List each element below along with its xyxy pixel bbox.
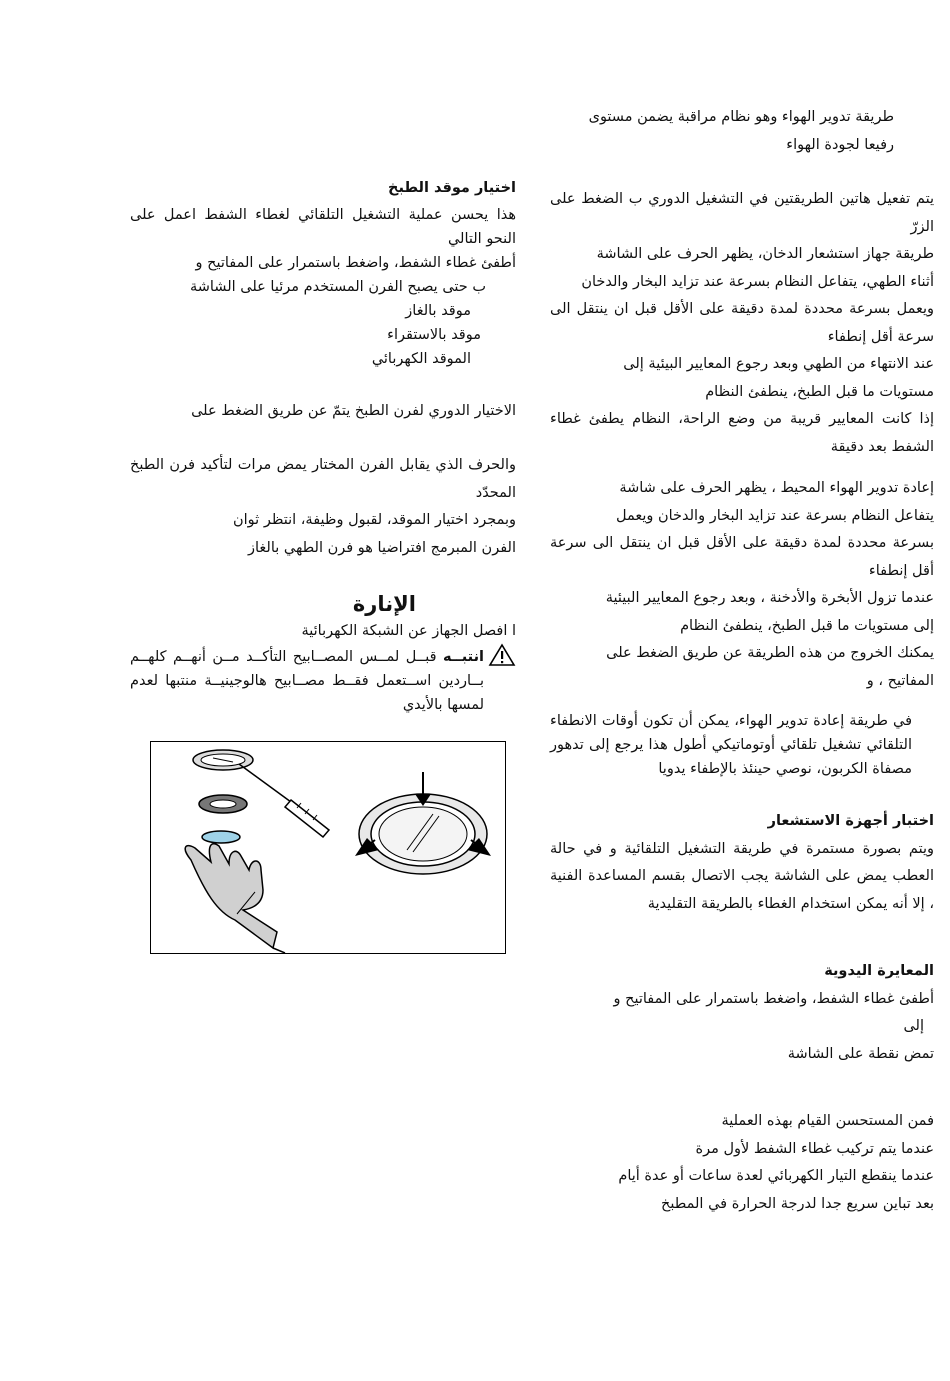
recirc-note: في طريقة إعادة تدوير الهواء، يمكن أن تكون أوقات الانطفاء التلقائي تشغيل تلقائي أوتوماتيكي أطول هذا يرجع إلى تدهور مصفاة الكربون، نوصي حينئذ بالإطفاء يدويا [550,713,912,777]
periodic-selection: الاختيار الدوري لفرن الطبخ يتمّ عن طريق الضغط على [191,402,516,419]
intro-line: رفيعا لجودة الهواء [786,136,894,153]
manual-line: إلى [903,1018,924,1034]
warning-triangle-icon [488,643,516,667]
lamp-replacement-illustration [150,741,506,954]
intro-paragraph [550,104,934,159]
screwdriver-icon [239,764,329,837]
manual-line: تمض نقطة على الشاشة [787,1045,934,1062]
sensors-title: اختبار أجهزة الاستشعار [767,813,934,829]
warning-label: انتبــه [443,649,484,665]
recirc-line: يتفاعل النظام بسرعة عند تزايد البخار والدخان ويعمل [615,507,934,524]
smoke-line: إذا كانت المعايير قريبة من وضع الراحة، النظام يطفئ غطاء الشفط بعد دقيقة [550,411,934,455]
smoke-line: طريقة جهاز استشعار الدخان، يظهر الحرف على الشاشة [596,246,934,262]
confirm-line: والحرف الذي يقابل الفرن المختار يمض مرات لتأكيد فرن الطبخ المحدّد [130,457,516,501]
recommend-line: عندما ينقطع التيار الكهربائي لعدة ساعات أو عدة أيام [618,1168,934,1184]
right-column [550,104,934,1218]
recirc-line: يمكنك الخروج من هذه الطريقة عن طريق الضغط على [606,645,934,661]
confirm-line: الفرن المبرمج افتراضيا هو فرن الطهي بالغاز [247,539,516,556]
hob-option: موقد بالغاز [405,302,471,319]
smoke-line: مستويات ما قبل الطبخ، ينطفئ النظام [705,383,934,400]
smoke-line: عند الانتهاء من الطهي وبعد رجوع المعايير البيئية إلى [623,356,934,372]
warning-text [130,645,484,717]
recirc-line: إعادة تدوير الهواء المحيط ، يظهر الحرف على شاشة [619,480,934,496]
hob-intro: هذا يحسن عملية التشغيل التلقائي لغطاء الشفط اعمل على النحو التالي [130,206,516,247]
hob-step: ب حتى يصبح الفرن المستخدم مرئيا على الشاشة [189,278,486,295]
manual-title: المعايرة اليدوية [824,963,934,979]
glove-hand-icon [185,844,285,953]
recirc-line: عندما تزول الأبخرة والأدخنة ، وبعد رجوع المعايير البيئية [605,590,934,606]
lighting-title: الإنارة [352,592,416,616]
recirc-line: بسرعة محددة لمدة دقيقة على الأقل قبل ان ينتقل الى سرعة أقل إنطفاء [550,535,934,579]
hob-step: أطفئ غطاء الشفط، واضغط باستمرار على المفاتيح و [195,254,516,271]
recommend-line: فمن المستحسن القيام بهذه العملية [721,1113,934,1129]
recommend-line: بعد تباين سريع جدا لدرجة الحرارة في المطبخ [661,1195,934,1212]
lamp-bulb-icon [199,795,247,813]
illustration-drawing [151,742,505,953]
warning-body: قبــل لمــس المصــابيح التأكــد مــن أنهــم كلهــم بــاردين اســتعمل فقــط مصــابيح هالوجينيــة منتبها لعدم لمسها بالأيدي [130,649,484,713]
warning-block [130,643,516,717]
lighting-step: ا افصل الجهاز عن الشبكة الكهربائية [301,623,516,639]
confirm-line: وبمجرد اختيار الموقد، لقبول وظيفة، انتظر ثوان [233,512,516,528]
activate-paragraph: يتم تفعيل هاتين الطريقتين في التشغيل الدوري ب الضغط على الزرّ [550,191,934,235]
recommend-line: عندما يتم تركيب غطاء الشفط لأول مرة [695,1140,934,1157]
hob-title: اختيار موقد الطبخ [388,180,516,196]
manual-line: أطفئ غطاء الشفط، واضغط باستمرار على المفاتيح و [613,990,934,1007]
hob-option: موقد بالاستقراء [387,326,481,343]
left-column [130,175,516,717]
sensors-body: ويتم بصورة مستمرة في طريقة التشغيل التلقائية و في حالة العطب يمض على الشاشة يجب الاتصال بقسم المساعدة الفنية ، إلا أنه يمكن استخدام الغطاء بالطريقة التقليدية [550,840,934,912]
smoke-line: أثناء الطهي، يتفاعل النظام بسرعة عند تزايد البخار والدخان [581,273,934,290]
smoke-line: ويعمل بسرعة محددة لمدة دقيقة على الأقل قبل ان ينتقل الى سرعة أقل إنطفاء [550,301,934,345]
lamp-glass-icon [202,831,240,843]
recirc-line: إلى مستويات ما قبل الطبخ، ينطفئ النظام [680,617,934,634]
recirc-line: المفاتيح ، و [866,672,934,689]
intro-line: طريقة تدوير الهواء وهو نظام مراقبة يضمن مستوى [588,109,894,125]
hob-option: الموقد الكهربائي [371,350,471,367]
